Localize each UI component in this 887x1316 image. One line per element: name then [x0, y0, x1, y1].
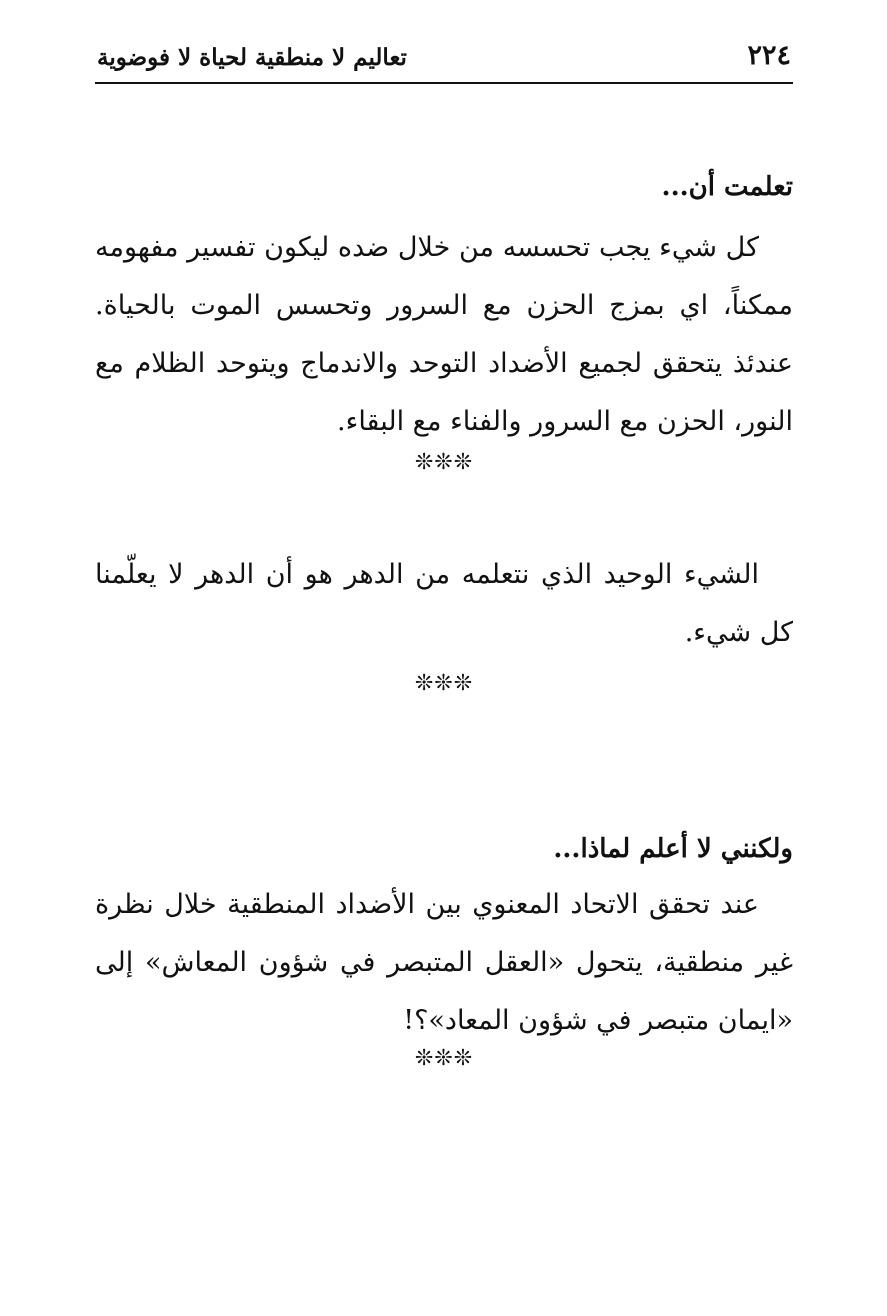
paragraph-union: عند تحقق الاتحاد المعنوي بين الأضداد المنطقية خلال نظرة غير منطقية، يتحول «العقل المتبصر في شؤون المعاش» إلى «ايمان متبصر في شؤون المعاد»؟!	[95, 889, 793, 1036]
section-heading-learned: تعلمت أن...	[661, 172, 793, 202]
paragraph-time-lesson: الشيء الوحيد الذي نتعلمه من الدهر هو أن الدهر لا يعلّمنا كل شيء.	[95, 559, 793, 648]
section-separator: ❊❊❊	[414, 1046, 474, 1071]
page-number: ٢٢٤	[747, 40, 791, 71]
section-heading-why: ولكنني لا أعلم لماذا...	[553, 834, 793, 864]
section-separator: ❊❊❊	[414, 450, 474, 475]
page-header	[95, 36, 793, 84]
section-separator: ❊❊❊	[414, 671, 474, 696]
running-title: تعاليم لا منطقية لحياة لا فوضوية	[97, 44, 407, 71]
paragraph-opposites: كل شيء يجب تحسسه من خلال ضده ليكون تفسير مفهومه ممكناً، اي بمزج الحزن مع السرور وتحسس الموت بالحياة. عندئذ يتحقق لجميع الأضداد التوحد والاندماج ويتوحد الظلام مع النور، الحزن مع السرور والفناء مع البقاء.	[95, 232, 793, 437]
